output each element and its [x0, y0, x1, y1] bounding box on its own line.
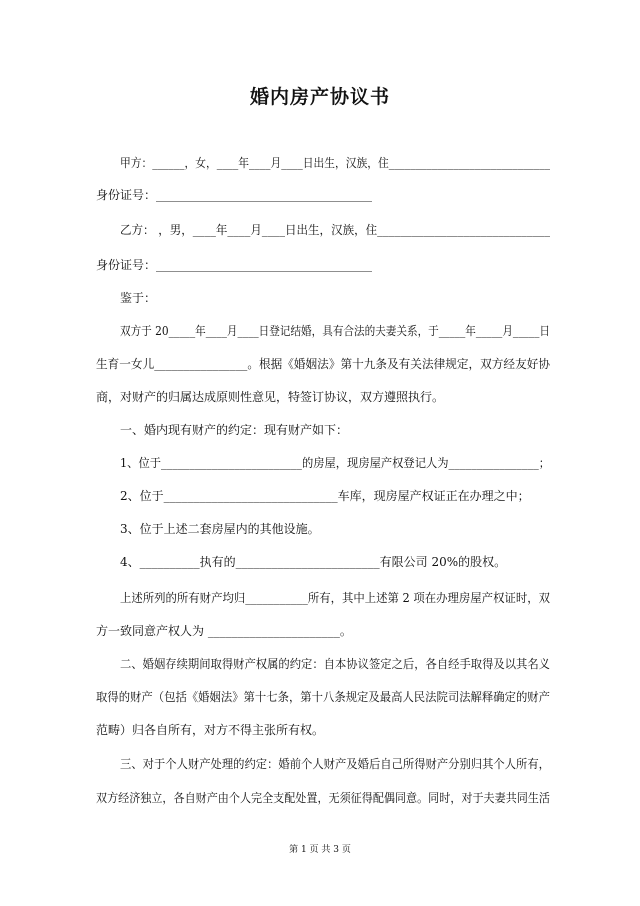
paragraph-line: 方一致同意产权人为 ______________________。: [96, 624, 352, 638]
paragraph-line: 上述所列的所有财产均归___________所有，其中上述第 2 项在办理房屋产权证时，双: [120, 591, 550, 605]
section-1-heading: 一、婚内现有财产的约定：现有财产如下：: [120, 423, 349, 437]
property-item-3: 3、位于上述二套房屋内的其他设施。: [120, 522, 320, 536]
party-b-line: 乙方： ，男，____年____月____日出生，汉族，住______________________________: [120, 223, 550, 237]
property-item-2: 2、位于_____________________________车库，现房屋产权证正在办理之中；: [120, 489, 530, 503]
party-b-id-line: 身份证号：____________________________________: [96, 258, 373, 272]
paragraph-line: 商，对财产的归属达成原则性意见，特签订协议，双方遵照执行。: [96, 390, 445, 404]
whereas-label: 鉴于：: [120, 291, 157, 305]
party-a-line: 甲方：______，女，____年____月____日出生，汉族，住______________________________: [120, 156, 550, 170]
paragraph-line: 生育一女儿________________。根据《婚姻法》第十九条及有关法律规定，双方经友好协: [96, 357, 550, 371]
section-2-heading: 二、婚姻存续期间取得财产权属的约定：自本协议签定之后，各自经手取得及以其名义: [120, 657, 550, 671]
paragraph-line: 取得的财产（包括《婚姻法》第十七条，第十八条规定及最高人民法院司法解释确定的财产: [96, 690, 550, 704]
section-3-heading: 三、对于个人财产处理的约定：婚前个人财产及婚后自己所得财产分别归其个人所有，: [120, 757, 550, 771]
paragraph-line: 双方于 20_____年____月____日登记结婚，具有合法的夫妻关系，于_____年_____月_____日: [120, 324, 550, 338]
paragraph-line: 范畴）归各自所有，对方不得主张所有权。: [96, 723, 325, 737]
property-item-1: 1、位于_________________________的房屋，现房屋产权登记人为________________；: [120, 456, 550, 470]
page-number-footer: 第 1 页 共 3 页: [289, 845, 351, 855]
document-title: 婚内房产协议书: [249, 86, 390, 108]
paragraph-line: 双方经济独立，各自财产由个人完全支配处置，无须征得配偶同意。同时，对于夫妻共同生活: [96, 791, 550, 805]
property-item-4: 4、__________执有的________________________有限公司 20%的股权。: [120, 555, 507, 569]
party-a-id-line: 身份证号：____________________________________: [96, 188, 373, 202]
